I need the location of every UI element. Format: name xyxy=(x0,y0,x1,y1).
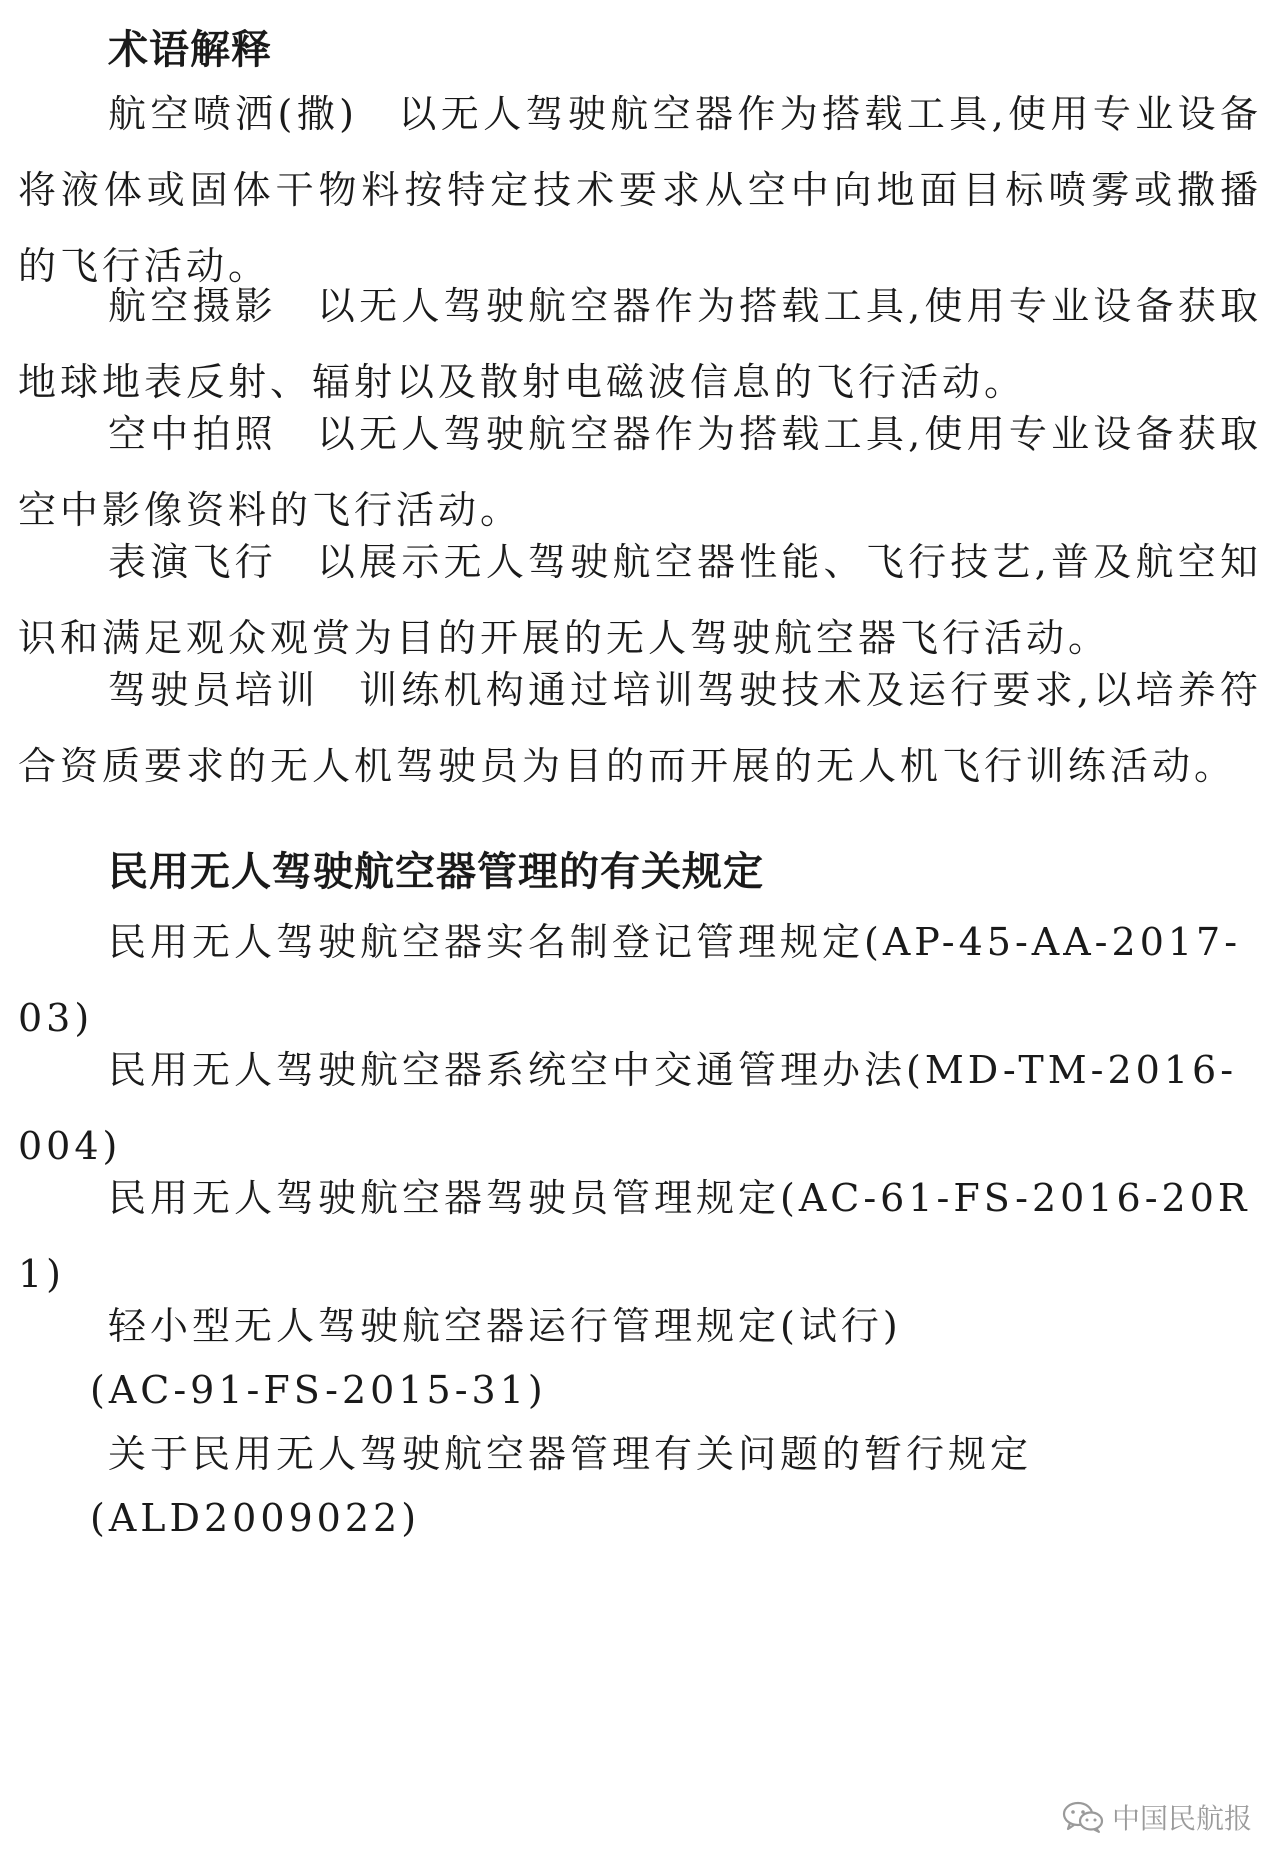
term-name: 航空摄影 xyxy=(108,284,277,328)
regulation-item: (AC-91-FS-2015-31) xyxy=(90,1368,547,1412)
term-name: 空中拍照 xyxy=(108,412,277,456)
regulation-item: 民用无人驾驶航空器实名制登记管理规定(AP-45-AA-2017-03) xyxy=(18,920,1242,1040)
term-name: 表演飞行 xyxy=(108,540,277,584)
term-definition: 以无人驾驶航空器作为搭载工具,使用专业设备获取地球地表反射、辐射以及散射电磁波信息的飞行活动。 xyxy=(18,284,1262,404)
term-definition: 以无人驾驶航空器作为搭载工具,使用专业设备将液体或固体干物料按特定技术要求从空中向地面目标喷雾或撒播的飞行活动。 xyxy=(18,92,1262,288)
term-entry xyxy=(18,652,1262,804)
section-heading-regulations: 民用无人驾驶航空器管理的有关规定 xyxy=(108,849,764,895)
term-definition: 以无人驾驶航空器作为搭载工具,使用专业设备获取空中影像资料的飞行活动。 xyxy=(18,412,1262,532)
term-name: 驾驶员培训 xyxy=(108,668,320,712)
watermark-text: 中国民航报 xyxy=(1111,1802,1252,1835)
wechat-icon xyxy=(1062,1800,1104,1834)
regulation-item: 关于民用无人驾驶航空器管理有关问题的暂行规定 xyxy=(108,1432,1033,1476)
regulation-item: 轻小型无人驾驶航空器运行管理规定(试行) xyxy=(108,1304,902,1348)
term-definition: 以展示无人驾驶航空器性能、飞行技艺,普及航空知识和满足观众观赏为目的开展的无人驾驶航空器飞行活动。 xyxy=(18,540,1262,660)
section-heading-terms: 术语解释 xyxy=(108,27,272,73)
regulation-item: 民用无人驾驶航空器驾驶员管理规定(AC-61-FS-2016-20R1) xyxy=(18,1176,1251,1296)
term-definition: 训练机构通过培训驾驶技术及运行要求,以培养符合资质要求的无人机驾驶员为目的而开展的无人机飞行训练活动。 xyxy=(18,668,1262,788)
watermark xyxy=(1062,1797,1252,1837)
regulation-item: 民用无人驾驶航空器系统空中交通管理办法(MD-TM-2016-004) xyxy=(18,1048,1238,1168)
term-name: 航空喷洒(撒) xyxy=(108,92,358,136)
regulation-item: (ALD2009022) xyxy=(90,1496,421,1540)
